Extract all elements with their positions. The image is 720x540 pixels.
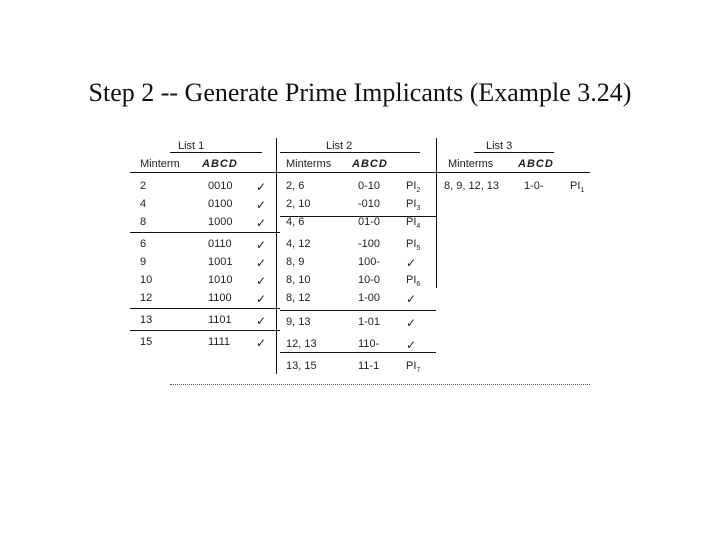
list1-minterm: 15 [140, 336, 153, 348]
group3-rule [130, 330, 280, 331]
list2-group3-rule [280, 352, 436, 353]
list2-minterms: 8, 12 [286, 292, 311, 304]
list2-mark-text: PI [406, 360, 417, 372]
list2-mark [406, 256, 416, 270]
list2-code: 10-0 [358, 274, 381, 286]
list2-minterms: 9, 13 [286, 316, 311, 328]
list1-abcd-header: ABCD [202, 158, 238, 170]
list1-check: ✓ [256, 198, 267, 212]
divider-1-2 [276, 138, 277, 374]
list2-minterms: 8, 10 [286, 274, 311, 286]
list3-label-rule [474, 152, 554, 153]
list2-minterms-header: Minterms [286, 158, 332, 170]
list1-code: 1000 [208, 216, 233, 228]
list2-code: -010 [358, 198, 381, 210]
list1-minterm: 12 [140, 292, 153, 304]
list1-minterm: 9 [140, 256, 147, 268]
list1-code: 1100 [208, 292, 232, 304]
list2-mark-subscript: 3 [416, 205, 421, 213]
list1-code: 1101 [208, 314, 232, 326]
list2-mark [406, 198, 420, 212]
list2-mark [406, 274, 420, 288]
list1-minterm: 2 [140, 180, 147, 192]
list1-minterm-header: Minterm [140, 158, 180, 170]
tabulation-table [130, 138, 590, 388]
list1-code: 0100 [208, 198, 233, 210]
list1-label-rule [170, 152, 262, 153]
list2-minterms: 2, 10 [286, 198, 311, 210]
header-rule [130, 172, 590, 173]
list2-abcd-header: ABCD [352, 158, 388, 170]
list2-code: 100- [358, 256, 381, 268]
list3-code: 1-0- [524, 180, 544, 192]
list3-minterms: 8, 9, 12, 13 [444, 180, 500, 192]
list2-mark-text: PI [406, 238, 417, 250]
list1-code: 1010 [208, 274, 233, 286]
list1-check: ✓ [256, 314, 267, 328]
list2-mark-text: PI [406, 180, 417, 192]
list2-mark-text: PI [406, 216, 417, 228]
list2-mark-text: ✓ [406, 316, 417, 330]
list3-abcd-header: ABCD [518, 158, 554, 170]
list2-code: 1-00 [358, 292, 381, 304]
list1-check: ✓ [256, 180, 267, 194]
list2-code: 110- [358, 338, 380, 350]
list1-minterm: 13 [140, 314, 153, 326]
list1-code: 0010 [208, 180, 233, 192]
list2-mark-text: PI [406, 198, 417, 210]
group1-rule [130, 232, 280, 233]
list2-mark [406, 316, 416, 330]
list1-check: ✓ [256, 238, 267, 252]
list1-label: List 1 [178, 140, 205, 152]
list1-check: ✓ [256, 336, 267, 350]
list2-mark-subscript: 2 [416, 187, 421, 195]
list2-minterms: 12, 13 [286, 338, 317, 350]
list2-code: 1-01 [358, 316, 381, 328]
scan-bottom-edge [170, 384, 590, 385]
list1-check: ✓ [256, 292, 267, 306]
list3-mark-subscript: 1 [580, 187, 585, 195]
list2-mark-text: ✓ [406, 292, 417, 306]
list2-code: 11-1 [358, 360, 380, 372]
list2-mark-subscript: 5 [416, 245, 421, 253]
list2-code: 0-10 [358, 180, 381, 192]
list2-minterms: 2, 6 [286, 180, 305, 192]
list2-minterms: 13, 15 [286, 360, 317, 372]
list2-group2-rule [280, 310, 436, 311]
list3-mark [570, 180, 584, 194]
list1-code: 1001 [208, 256, 233, 268]
list3-label: List 3 [486, 140, 513, 152]
list2-mark [406, 180, 420, 194]
list2-code: 01-0 [358, 216, 381, 228]
list2-mark [406, 216, 420, 230]
list2-mark-subscript: 4 [416, 223, 421, 231]
list2-mark-text: PI [406, 274, 417, 286]
list2-minterms: 8, 9 [286, 256, 305, 268]
list2-label-rule [280, 152, 420, 153]
list2-label: List 2 [326, 140, 353, 152]
list1-check: ✓ [256, 216, 267, 230]
list2-code: -100 [358, 238, 381, 250]
list2-mark-subscript: 7 [416, 367, 421, 375]
list2-mark [406, 238, 420, 252]
list1-minterm: 8 [140, 216, 147, 228]
slide-title: Step 2 -- Generate Prime Implicants (Example 3.24) [88, 78, 632, 107]
list1-minterm: 10 [140, 274, 153, 286]
list2-mark [406, 338, 416, 352]
list3-minterms-header: Minterms [448, 158, 494, 170]
list2-minterms: 4, 6 [286, 216, 305, 228]
list2-mark-text: ✓ [406, 256, 417, 270]
list1-minterm: 4 [140, 198, 147, 210]
list3-mark-text: PI [570, 180, 581, 192]
list1-code: 1111 [208, 336, 231, 348]
divider-2-3 [436, 138, 437, 288]
list2-mark-subscript: 6 [416, 281, 421, 289]
list2-mark [406, 292, 416, 306]
list2-mark-text: ✓ [406, 338, 417, 352]
list1-code: 0110 [208, 238, 232, 250]
group2-rule [130, 308, 280, 309]
list2-minterms: 4, 12 [286, 238, 311, 250]
list1-check: ✓ [256, 256, 267, 270]
list2-mark [406, 360, 420, 374]
list1-check: ✓ [256, 274, 267, 288]
list1-minterm: 6 [140, 238, 147, 250]
